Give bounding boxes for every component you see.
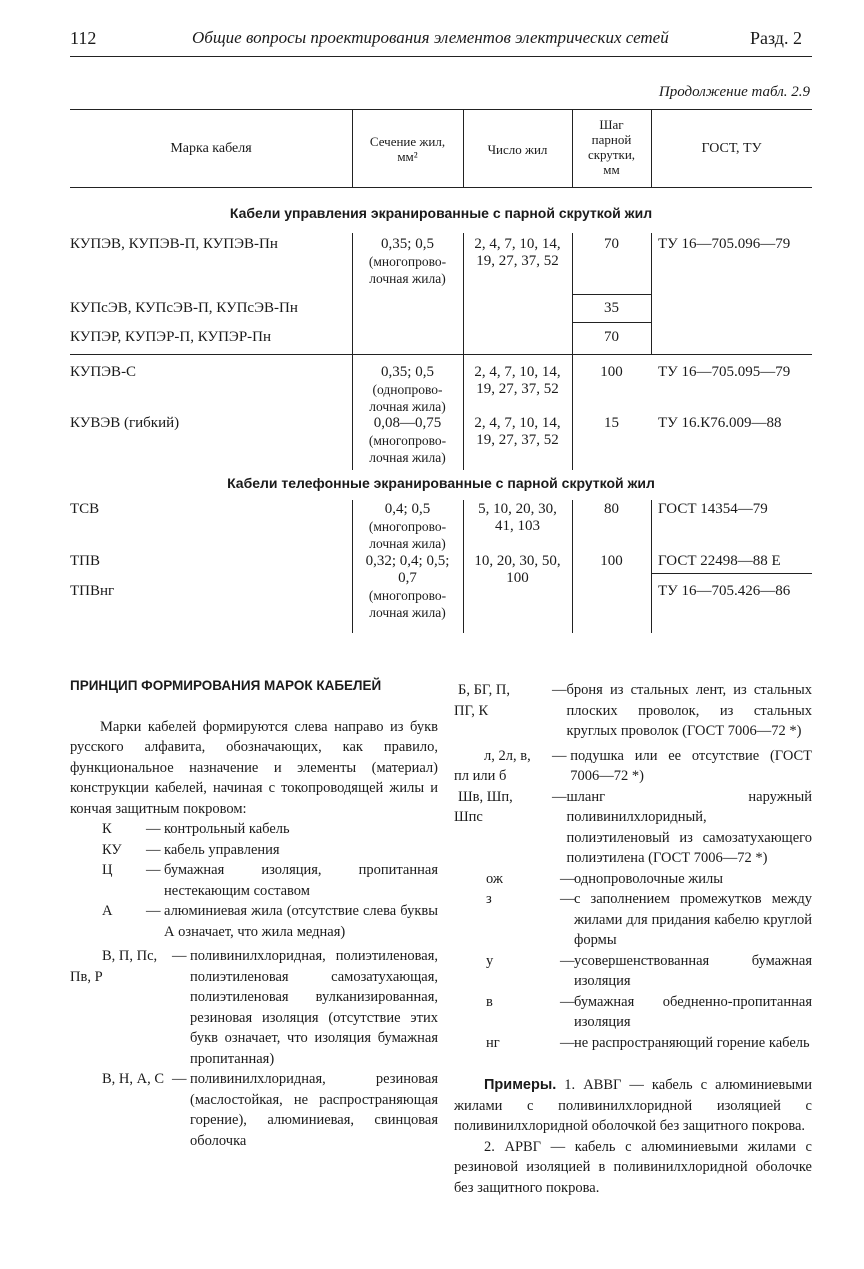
table-row-pitch: 80 <box>604 501 619 517</box>
section-title-telephone: Кабели телефонные экранированные с парной скруткой жил <box>227 475 655 491</box>
list-item: Шв, Шп, Шпс — шланг наружный поливинилхлоридный, полиэтиленовый из самозатухающего полиэтилена (ГОСТ 7006—72 *) <box>454 788 812 866</box>
table-row-pitch: 100 <box>600 553 623 569</box>
table-row-count: 5, 10, 20, 30, 41, 103 <box>478 501 557 534</box>
intro-paragraph: Марки кабелей формируются слева направо из букв русского алфавита, обозначающих, как правило, функциональное назначение и элементы (материал) конструкции кабелей, начиная с токопроводящей жилы и кончая защитным покровом: <box>70 718 438 817</box>
col-header-brand: Марка кабеля <box>170 141 252 156</box>
table-row-brand: КУПЭР, КУПЭР-П, КУПЭР-Пн <box>70 329 272 345</box>
table-row-count: 10, 20, 30, 50, 100 <box>474 553 561 586</box>
left-column <box>70 676 438 1151</box>
table-row-pitch: 15 <box>604 415 619 431</box>
col-header-pitch: Шаг парной скрутки, мм <box>587 117 636 177</box>
table-row-brand: КУПЭВ, КУПЭВ-П, КУПЭВ-Пн <box>70 236 278 252</box>
list-item: Ц — бумажная изоляция, пропитанная нестекающим составом <box>102 862 438 899</box>
col-header-gost: ГОСТ, ТУ <box>701 141 762 156</box>
examples-label: Примеры. <box>484 1077 557 1093</box>
list-item: з — с заполнением промежутков между жилами для придания кабелю круглой формы <box>486 891 812 948</box>
table-row-count: 2, 4, 7, 10, 14, 19, 27, 37, 52 <box>474 415 561 448</box>
table-row-pitch: 100 <box>600 364 623 380</box>
list-item: нг — не распространяющий горение кабель <box>486 1034 810 1051</box>
table-row-pitch: 70 <box>604 329 619 345</box>
table-continuation: Продолжение табл. 2.9 <box>658 84 810 100</box>
header-rule <box>70 56 812 57</box>
page-number: 112 <box>70 28 97 48</box>
table-row-section: 0,32; 0,4; 0,5; 0,7 (многопрово- лочная жила) <box>365 553 450 620</box>
table-row-brand: ТСВ <box>70 501 100 517</box>
list-item: В, П, Пс, Пв, Р — поливинилхлоридная, полиэтиленовая, полиэтиленовая самозатухающая, полиэтиленовая вулканизированная, резиновая изоляция (отсутствие этих букв означает, что изоляция бумажная пропитанная) <box>70 948 438 1067</box>
list-item: В, Н, А, С — поливинилхлоридная, резиновая (маслостойкая, не распространяющая горение), алюминиевая, свинцовая оболочка <box>102 1071 438 1149</box>
table-row-section: 0,08—0,75 (многопрово- лочная жила) <box>368 415 447 465</box>
example-2: 2. АРВГ — кабель с алюминиевыми жилами с резиновой изоляцией в поливинилхлоридной оболочке без защитного покрова. <box>454 1138 812 1196</box>
table-row-count: 2, 4, 7, 10, 14, 19, 27, 37, 52 <box>474 236 561 269</box>
table-top-rule <box>70 109 812 110</box>
section-heading: ПРИНЦИП ФОРМИРОВАНИЯ МАРОК КАБЕЛЕЙ <box>70 678 382 693</box>
table-row-gost: ТУ 16—705.095—79 <box>658 364 791 380</box>
list-item: ож — однопроволочные жилы <box>486 870 724 887</box>
list-item: А — алюминиевая жила (отсутствие слева буквы А означает, что жила медная) <box>102 903 438 940</box>
table-row-pitch: 35 <box>604 300 619 316</box>
col-header-section: Сечение жил, мм² <box>369 134 446 164</box>
table-row-brand: КУПсЭВ, КУПсЭВ-П, КУПсЭВ-Пн <box>70 300 298 316</box>
table-row-count: 2, 4, 7, 10, 14, 19, 27, 37, 52 <box>474 364 561 397</box>
table-row-pitch: 70 <box>604 236 619 252</box>
list-item: в — бумажная обедненно-пропитанная изоляция <box>486 993 812 1030</box>
table-row-section: 0,35; 0,5 (многопрово- лочная жила) <box>368 236 447 286</box>
table-row-section: 0,35; 0,5 (однопрово- лочная жила) <box>369 364 446 414</box>
list-item: Б, БГ, П, ПГ, К — броня из стальных лент, из стальных плоских проволок, из стальных круглых проволок (ГОСТ 7006—72 *) <box>454 682 812 739</box>
example-1: Примеры. 1. АВВГ — кабель с алюминиевыми жилами с поливинилхлоридной изоляцией с поливинилхлоридной оболочкой без защитного покрова. <box>454 1077 812 1134</box>
table-row-gost: ТУ 16.К76.009—88 <box>658 415 782 431</box>
list-item: КУ — кабель управления <box>102 841 280 858</box>
section-label: Разд. 2 <box>750 28 802 48</box>
table-row-gost: ГОСТ 22498—88 Е <box>658 553 781 569</box>
table-row-gost: ГОСТ 14354—79 <box>658 501 768 517</box>
table-row-gost: ТУ 16—705.096—79 <box>658 236 791 252</box>
table-row-brand: КУВЭВ (гибкий) <box>70 415 180 431</box>
list-item: л, 2л, в, пл или б — подушка или ее отсутствие (ГОСТ 7006—72 *) <box>454 747 812 784</box>
section-title-control: Кабели управления экранированные с парной скруткой жил <box>229 205 653 221</box>
list-item: К — контрольный кабель <box>102 821 290 837</box>
list-item: у — усовершенствованная бумажная изоляция <box>486 952 812 989</box>
col-header-count: Число жил <box>487 142 548 157</box>
running-title: Общие вопросы проектирования элементов электрических сетей <box>192 28 669 47</box>
right-column <box>454 680 812 1198</box>
table-header-rule <box>70 187 812 188</box>
table-row-gost: ТУ 16—705.426—86 <box>658 583 791 599</box>
table-row-brand: КУПЭВ-С <box>70 364 137 380</box>
table-row-section: 0,4; 0,5 (многопрово- лочная жила) <box>368 501 447 551</box>
table-row-brand: ТПВнг <box>70 583 115 599</box>
table-row-brand: ТПВ <box>70 553 100 569</box>
